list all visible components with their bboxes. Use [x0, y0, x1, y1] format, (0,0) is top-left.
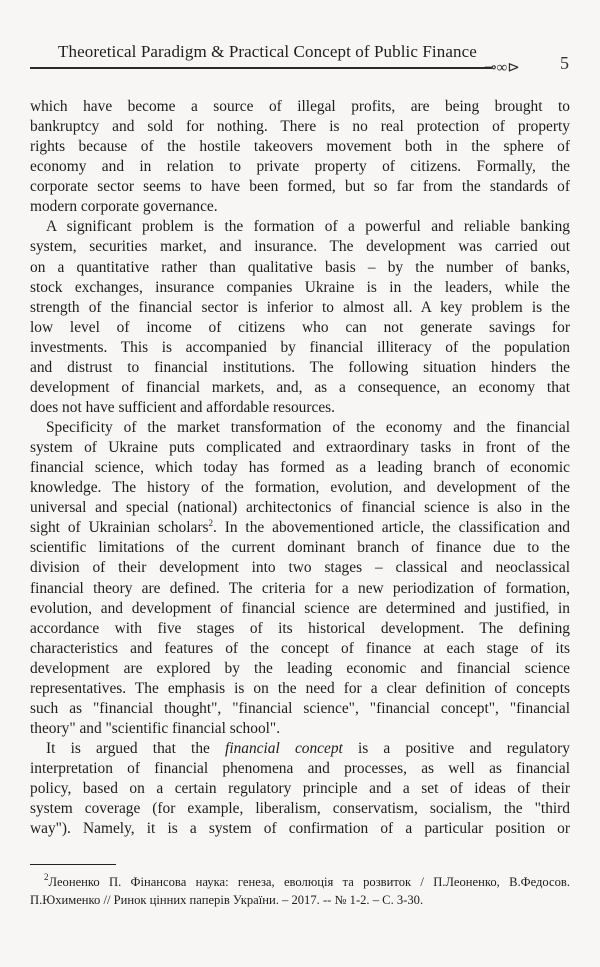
text-line: [30, 518, 570, 538]
text-line: investments. This is accompanied by financial illiteracy of the population: [30, 338, 570, 356]
text-line: stock exchanges, insurance companies Ukraine is in the leaders, while the: [30, 278, 570, 296]
text-line: system coverage (for example, liberalism, conservatism, socialism, the "third: [30, 800, 570, 818]
footnote-text: Леоненко П. Фінансова наука: генеза, еволюція та розвиток / П.Леоненко, В.Федосов.: [48, 875, 570, 889]
text-line: knowledge. The history of the formation, evolution, and development of the: [30, 479, 570, 497]
page-number: 5: [560, 53, 569, 73]
text-segment: sight of Ukrainian scholars: [30, 519, 209, 537]
text-line: division of their development into two stages – classical and neoclassical: [30, 559, 570, 577]
text-line: financial theory are defined. The criteria for a new periodization of formation,: [30, 579, 570, 597]
footnote-rule: [30, 864, 116, 865]
text-line: on a quantitative rather than qualitative basis – by the number of banks,: [30, 258, 570, 276]
text-segment: is a positive and regulatory: [342, 740, 571, 757]
footnote-marker: 2: [44, 872, 49, 882]
text-line: such as "financial thought", "financial science", "financial concept", "financial: [30, 699, 570, 717]
text-line: development of financial markets, and, as a consequence, an economy that: [30, 378, 570, 396]
text-line: Specificity of the market transformation of the economy and the financial: [46, 419, 570, 436]
text-line: strength of the financial sector is inferior to almost all. A key problem is the: [30, 298, 570, 316]
text-line: interpretation of financial phenomena and processes, as well as financial: [30, 760, 570, 778]
text-line: development are explored by the leading economic and financial science: [30, 659, 570, 677]
footnote-line: П.Юхименко // Ринок цінних паперів України. – 2017. -- № 1-2. – С. 3-30.: [30, 893, 424, 907]
text-line: low level of income of citizens who can not generate savings for: [30, 318, 570, 336]
footnote-reference: 2: [208, 518, 213, 529]
text-line: and distrust to financial institutions. The following situation hinders the: [30, 358, 570, 376]
text-line: characteristics and features of the concept of finance at each stage of its: [30, 639, 570, 657]
text-line: universal and special (national) architectonics of financial science is also in the: [30, 499, 570, 517]
text-line: accordance with five stages of its historical development. The defining: [30, 619, 570, 637]
footnote-line: [30, 873, 570, 891]
text-line: scientific limitations of the current dominant branch of finance due to the: [30, 539, 570, 557]
text-segment: It is argued that the: [46, 740, 226, 757]
ornament-icon: ⊸∞⊳: [484, 60, 520, 76]
text-line: policy, based on a certain regulatory principle and a set of ideas of their: [30, 780, 570, 798]
footnote: [30, 873, 570, 909]
text-line: theory" and "scientific financial school".: [30, 719, 281, 737]
text-line: rights because of the hostile takeovers movement both in the sphere of: [30, 138, 570, 156]
italic-term: financial concept: [225, 740, 343, 757]
body-text: [30, 97, 570, 839]
text-line: does not have sufficient and affordable resources.: [30, 398, 335, 416]
text-line: evolution, and development of financial science are determined and justified, in: [30, 599, 570, 617]
text-line: system of Ukraine puts complicated and extraordinary tasks in front of the: [30, 439, 570, 457]
text-line: financial science, which today has formed as a leading branch of economic: [30, 459, 570, 477]
text-line: economy and in relation to private property of citizens. Formally, the: [30, 158, 570, 176]
text-line: way"). Namely, it is a system of confirmation of a particular position or: [30, 820, 570, 838]
text-line: which have become a source of illegal profits, are being brought to: [30, 98, 570, 115]
text-line: representatives. The emphasis is on the need for a clear definition of concepts: [30, 679, 570, 697]
text-line: system, securities market, and insurance. The development was carried out: [30, 238, 570, 256]
header-rule: [30, 67, 492, 69]
text-line: [30, 739, 570, 759]
text-line: modern corporate governance.: [30, 198, 218, 216]
running-header: Theoretical Paradigm & Practical Concept of Public Finance: [58, 42, 477, 61]
text-line: A significant problem is the formation of a powerful and reliable banking: [46, 218, 570, 236]
text-line: bankruptcy and sold for nothing. There is no real protection of property: [30, 118, 570, 136]
text-line: corporate sector seems to have been formed, but so far from the standards of: [30, 178, 570, 196]
text-segment: . In the abovementioned article, the classification and: [212, 519, 570, 537]
